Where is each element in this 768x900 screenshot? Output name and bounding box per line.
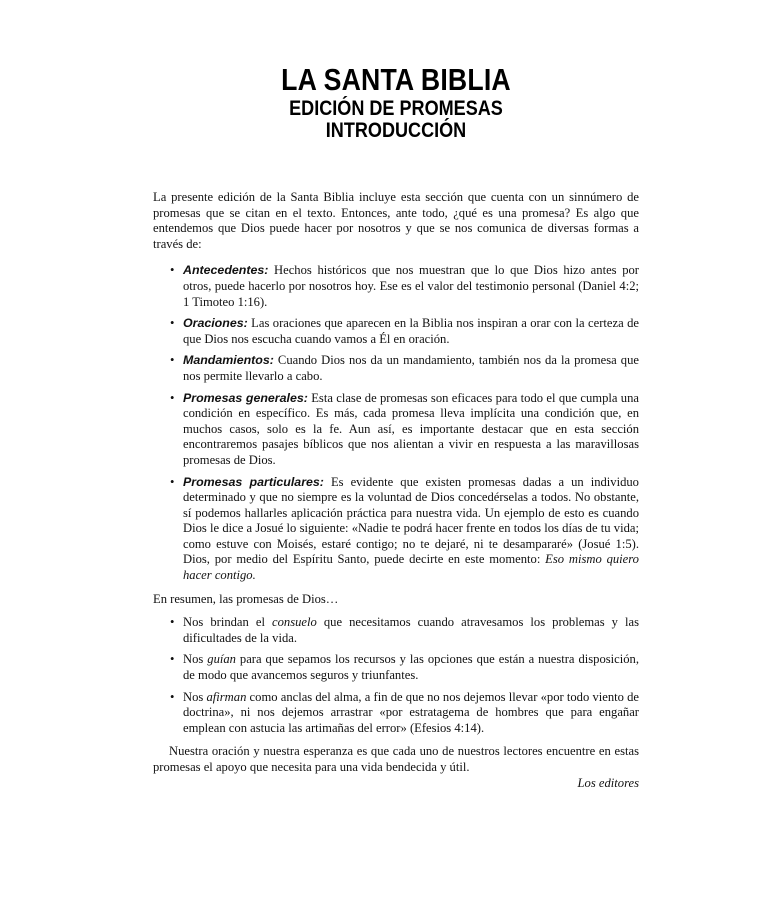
list-item-text: Hechos históricos que nos muestran que lo que Dios hizo antes por otros, puede hacerlo por nosotros hoy. Ese es el valor del testimonio personal (Daniel 4:2; 1 Timoteo 1:16). — [183, 263, 639, 309]
list-item — [153, 690, 639, 737]
list-item-emphasis: Eso mismo quiero hacer contigo. — [183, 552, 639, 583]
document-page — [153, 62, 639, 791]
list-item-text: Esta clase de promesas son eficaces para todo el que cumpla una condición en específico. Es más, cada promesa lleva implícita una condición que, en muchos casos, solo es la fe. Aun así, es importante destacar que en esta sección encontraremos pasajes bíblicos que nos alientan a vivir en respuesta a las maravillosas promesas de Dios. — [183, 390, 639, 467]
list-item-text: como anclas del alma, a fin de que no nos dejemos llevar «por todo viento de doctrina», ni nos dejemos arrastrar «por estratagema de hombres que para engañar emplean con astucia las artimañas del error» (Efesios 4:14). — [183, 689, 639, 735]
section-heading: INTRODUCCIÓN — [325, 119, 467, 142]
benefits-list — [153, 615, 639, 736]
summary-line: En resumen, las promesas de Dios… — [153, 591, 339, 606]
list-item-term: Promesas particulares: — [183, 474, 324, 489]
list-item-text: para que sepamos los recursos y las opciones que están a nuestra disposición, de modo que avancemos seguros y triunfantes. — [183, 652, 639, 683]
list-item — [153, 391, 639, 469]
list-item — [153, 263, 639, 310]
list-item — [153, 475, 639, 584]
page-subtitle: EDICIÓN DE PROMESAS — [289, 97, 503, 120]
list-item — [153, 353, 639, 384]
bullet-icon: • — [170, 316, 175, 331]
list-item-text: Es evidente que existen promesas dadas a un individuo determinado y que no siempre es la voluntad de Dios concedérselas a todos. No obstante, sí podemos hallarles aplicación práctica para nuestra vida. Un ejemplo de esto es cuando Dios le dice a Josué lo siguiente: «Nadie te podrá hacer frente en todos los días de tu vida; como estuve con Moisés, estaré contigo; no te dejaré, ni te desampararé» (Josué 1:5). Dios, por medio del Espíritu Santo, puede decirte en este momento: — [183, 474, 639, 567]
list-item-text: Las oraciones que aparecen en la Biblia nos inspiran a orar con la certeza de que Dios nos escucha cuando vamos a Él en oración. — [183, 316, 639, 346]
list-item-text: Nos — [183, 689, 207, 704]
bullet-icon: • — [170, 263, 175, 278]
bullet-icon: • — [170, 474, 175, 489]
list-item-text: Nos brindan el — [183, 615, 273, 630]
bullet-icon: • — [170, 652, 175, 667]
list-item-emphasis: afirman — [206, 689, 247, 704]
list-item-text: Nos — [183, 652, 208, 667]
intro-paragraph: La presente edición de la Santa Biblia incluye esta sección que cuenta con un sinnúmero de promesas que se citan en el texto. Entonces, ante todo, ¿qué es una promesa? Es algo que entendemos que Dios puede hacer por nosotros y que se nos comunica de diversas formas a través de: — [153, 190, 639, 251]
list-item-emphasis: consuelo — [272, 615, 317, 630]
list-item-emphasis: guían — [207, 652, 236, 667]
bullet-icon: • — [170, 615, 175, 630]
promise-kinds-list — [153, 263, 639, 583]
list-item-term: Oraciones: — [183, 316, 248, 331]
signature: Los editores — [577, 775, 639, 790]
list-item-term: Promesas generales: — [183, 390, 308, 405]
title-block — [153, 62, 639, 142]
list-item — [153, 615, 639, 646]
bullet-icon: • — [170, 390, 175, 405]
page-title: LA SANTA BIBLIA — [281, 62, 511, 97]
bullet-icon: • — [170, 353, 175, 368]
list-item-text: que necesitamos cuando atravesamos los problemas y las dificultades de la vida. — [183, 615, 639, 645]
list-item-term: Mandamientos: — [183, 353, 274, 368]
list-item-term: Antecedentes: — [183, 263, 269, 278]
list-item-text: Cuando Dios nos da un mandamiento, también nos da la promesa que nos permite llevarlo a cabo. — [183, 353, 639, 383]
bullet-icon: • — [170, 689, 175, 704]
list-item — [153, 652, 639, 683]
closing-paragraph: Nuestra oración y nuestra esperanza es que cada uno de nuestros lectores encuentre en estas promesas el apoyo que necesita para una vida bendecida y útil. — [153, 744, 639, 774]
list-item — [153, 316, 639, 347]
